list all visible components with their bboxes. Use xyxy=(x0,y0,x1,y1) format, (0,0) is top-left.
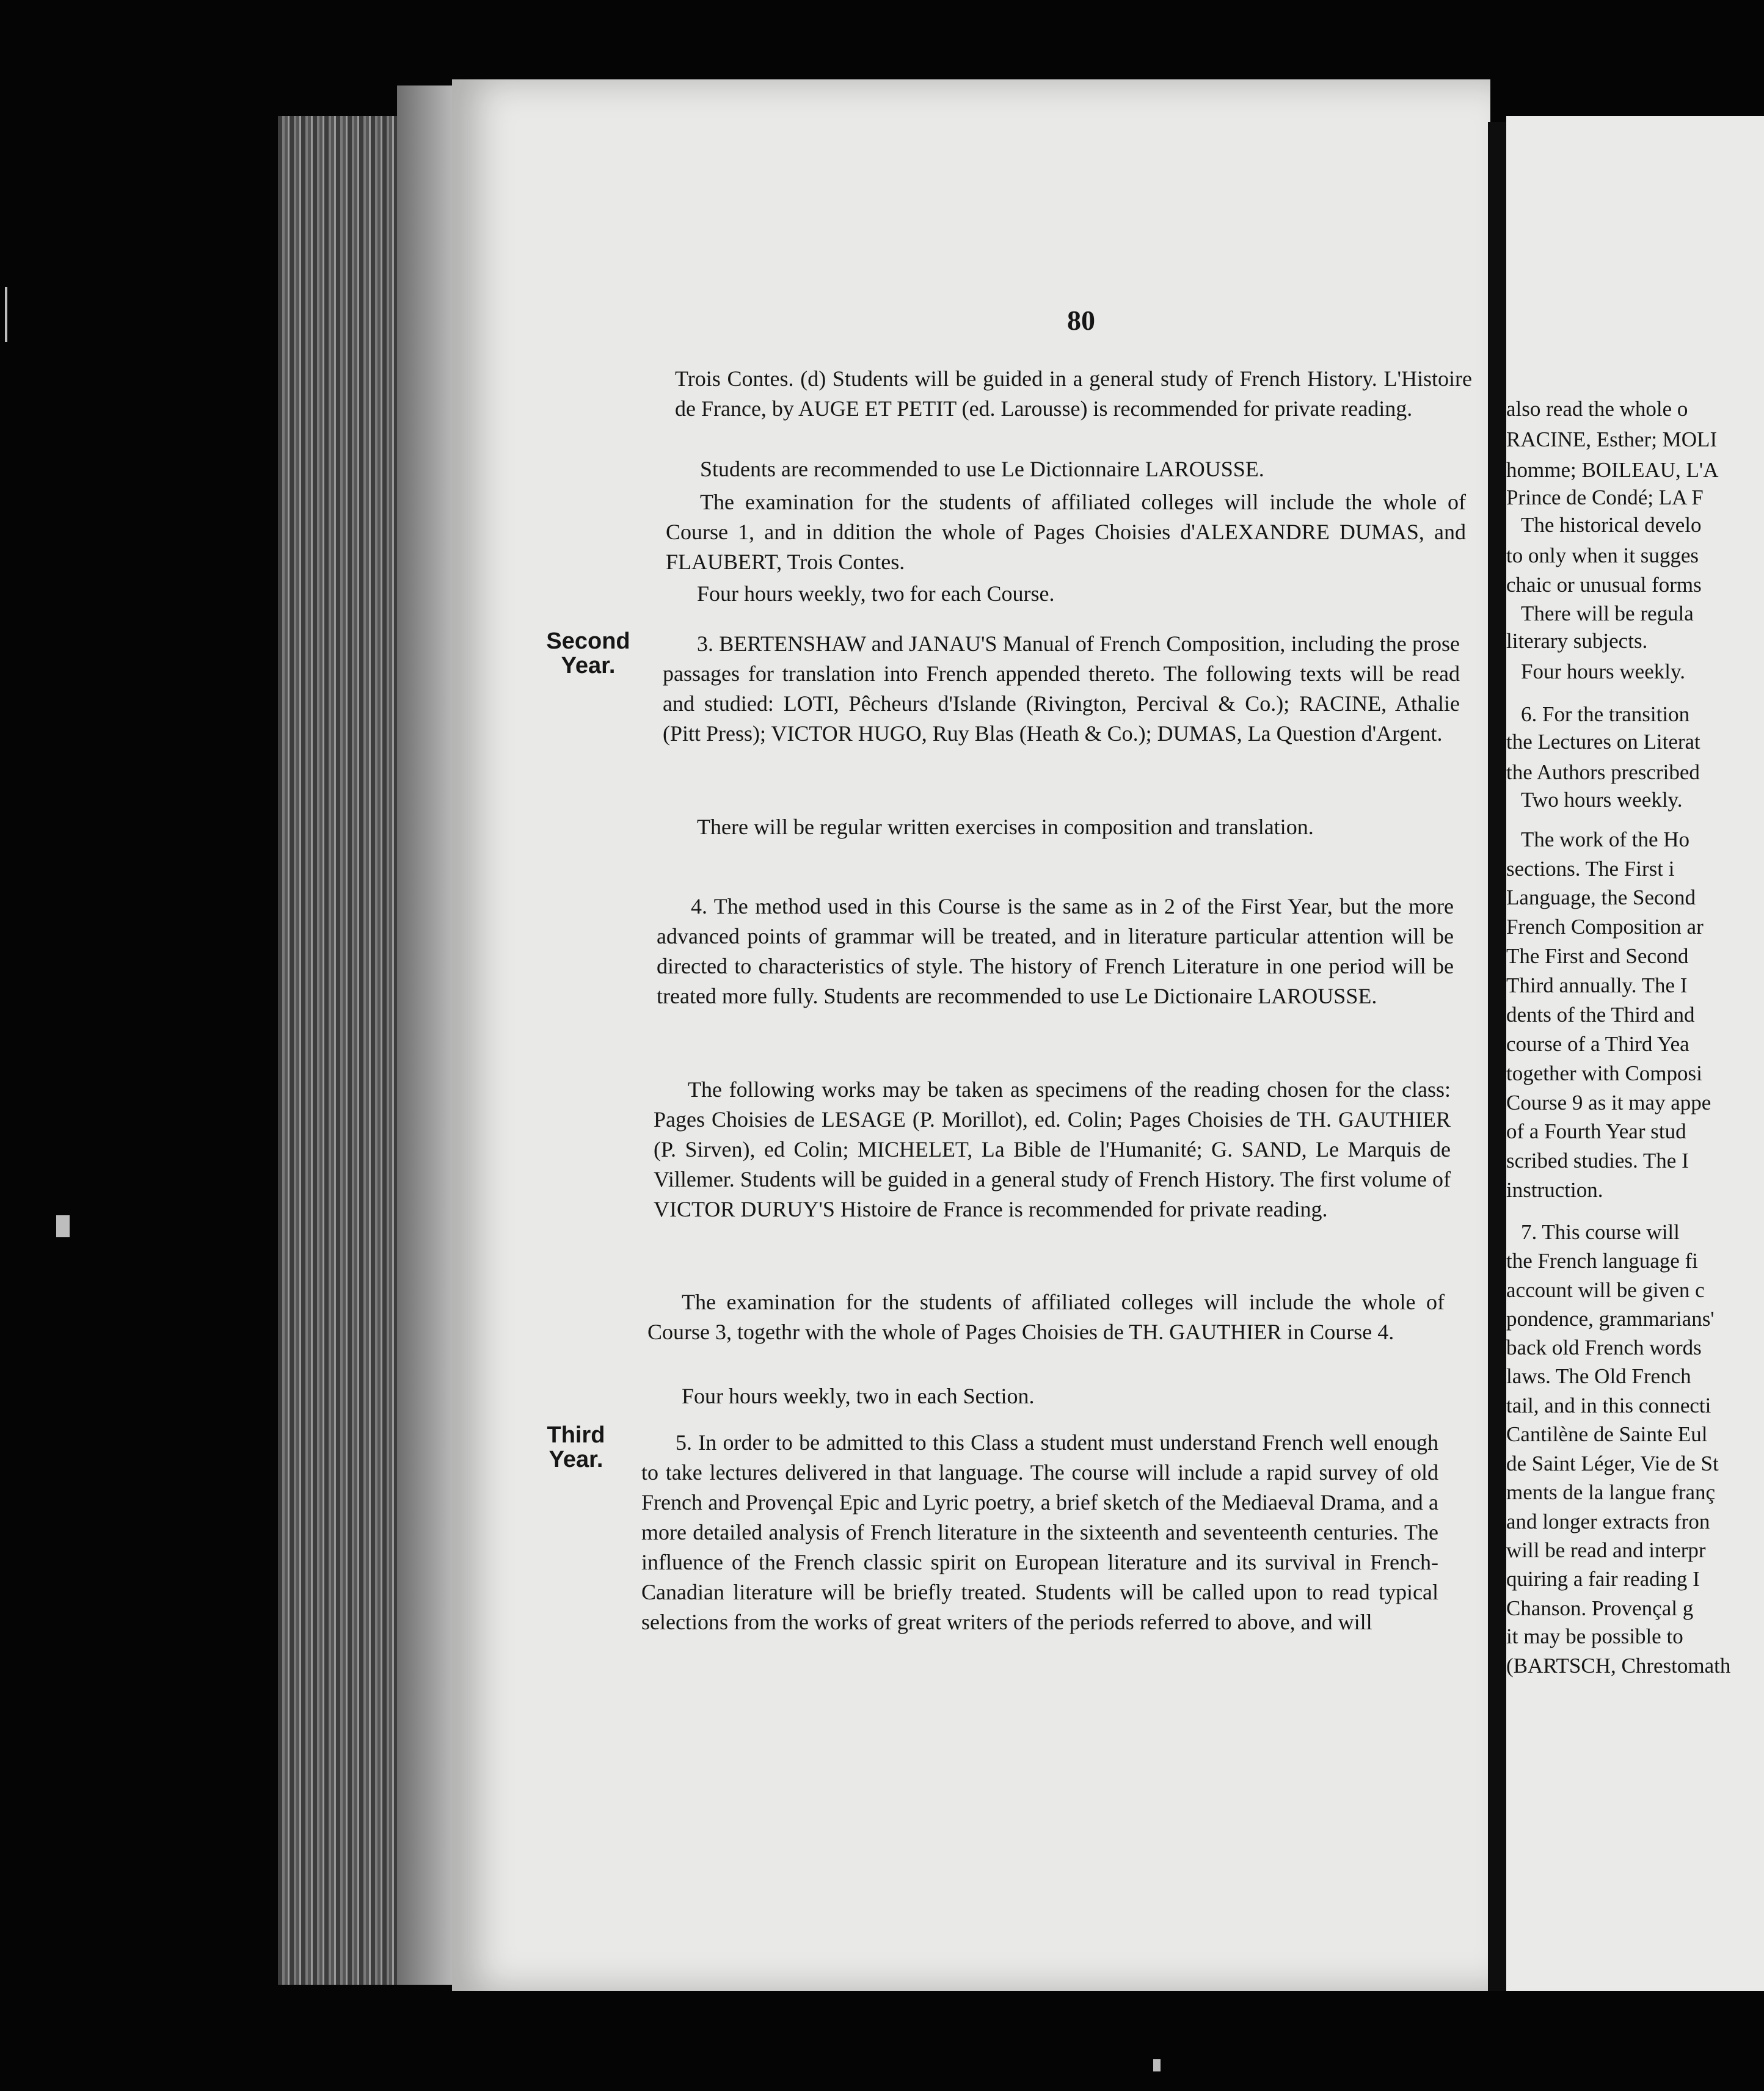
right-page-line: instruction. xyxy=(1506,1178,1603,1202)
right-page-line: The work of the Ho xyxy=(1521,827,1690,851)
right-page-line: The First and Second xyxy=(1506,944,1689,968)
right-page-line: 6. For the transition xyxy=(1521,702,1690,726)
right-page-line: Third annually. The I xyxy=(1506,973,1688,997)
right-page-line: of a Fourth Year stud xyxy=(1506,1119,1686,1143)
book-gutter xyxy=(1488,122,1506,1991)
right-page xyxy=(1506,116,1764,1991)
page-number: 80 xyxy=(1067,305,1095,336)
right-page-line: will be read and interpr xyxy=(1506,1538,1706,1562)
paragraph-examination-1: The examination for the students of affiliated colleges will include the whole of Course 1, and in ddition the whole of Pages Choisies d'ALEXANDRE DUMAS, and FLAUBERT, Trois Contes. xyxy=(666,490,1466,574)
right-page-line: French Composition ar xyxy=(1506,915,1704,939)
right-page-line: course of a Third Yea xyxy=(1506,1032,1689,1056)
right-page-line: (BARTSCH, Chrestomath xyxy=(1506,1654,1731,1678)
right-page-line: Language, the Second xyxy=(1506,885,1696,909)
right-page-line: Prince de Condé; LA F xyxy=(1506,485,1704,509)
right-page-line: homme; BOILEAU, L'A xyxy=(1506,458,1719,482)
right-page-line: RACINE, Esther; MOLI xyxy=(1506,427,1718,451)
right-page-line: and longer extracts fron xyxy=(1506,1510,1710,1533)
paragraph-dictionnaire: Students are recommended to use Le Dictionnaire LAROUSSE. xyxy=(700,457,1264,481)
margin-note-second-year xyxy=(536,629,640,678)
right-page-line: back old French words xyxy=(1506,1336,1702,1359)
right-page-line: ments de la langue franç xyxy=(1506,1480,1716,1504)
right-page-line: account will be given c xyxy=(1506,1278,1705,1302)
right-page-line: together with Composi xyxy=(1506,1061,1702,1085)
scan-speck xyxy=(56,1215,70,1237)
right-page-line: The historical develo xyxy=(1521,513,1702,537)
paragraph-examination-2: The examination for the students of affiliated colleges will include the whole of Course 3, togethr with the whole of Pages Choisies de TH. GAUTHIER in Course 4. xyxy=(647,1290,1445,1344)
right-page-line: There will be regula xyxy=(1521,602,1694,625)
right-page-line: pondence, grammarians' xyxy=(1506,1307,1715,1331)
right-page-line: literary subjects. xyxy=(1506,629,1648,653)
right-page-line: laws. The Old French xyxy=(1506,1364,1691,1388)
margin-note-line: Second xyxy=(546,628,630,654)
paragraph-trois-contes: Trois Contes. (d) Students will be guided in a general study of French History. L'Histoire de France, by AUGE ET PETIT (ed. Larousse) is recommended for private reading. xyxy=(675,366,1472,421)
margin-note-line: Year. xyxy=(561,653,616,678)
right-page-line: the French language fi xyxy=(1506,1249,1698,1273)
margin-note-line: Year. xyxy=(549,1447,603,1472)
right-page-line: chaic or unusual forms xyxy=(1506,573,1702,597)
right-page-line: dents of the Third and xyxy=(1506,1003,1695,1027)
right-page-line: Chanson. Provençal g xyxy=(1506,1596,1694,1620)
margin-note-line: Third xyxy=(547,1422,605,1448)
right-page-line: tail, and in this connecti xyxy=(1506,1394,1711,1417)
scan-speck xyxy=(5,287,7,342)
paragraph-course-5: 5. In order to be admitted to this Class a student must understand French well enough to take lectures delivered in that language. The course will include a rapid survey of old French and Provençal Epic and Lyric poetry, a brief sketch of the Mediaeval Drama, and a more detailed analysis of French literature in the sixteenth and seventeenth centuries. The influence of the French classic spirit on European literature and its survival in French-Canadian literature will be briefly treated. Students will be called upon to read typical selections from the works of great writers of the periods referred to above, and will xyxy=(641,1430,1438,1634)
right-page-line: scribed studies. The I xyxy=(1506,1149,1689,1173)
paragraph-course-4: 4. The method used in this Course is the same as in 2 of the First Year, but the more advanced points of grammar will be treated, and in literature particular attention will be directed to characteristics of style. The history of French Literature in one period will be treated more fully. Students are recommended to use Le Dictionaire LAROUSSE. xyxy=(657,894,1454,1008)
right-page-line: quiring a fair reading I xyxy=(1506,1567,1700,1591)
right-page-line: the Authors prescribed xyxy=(1506,760,1700,784)
right-page-line: to only when it sugges xyxy=(1506,544,1699,567)
right-page-line: Four hours weekly. xyxy=(1521,660,1685,683)
right-page-line: Two hours weekly. xyxy=(1521,788,1683,812)
right-page-line: also read the whole o xyxy=(1506,397,1688,421)
right-page-line: 7. This course will xyxy=(1521,1220,1680,1244)
right-page-line: sections. The First i xyxy=(1506,857,1675,881)
right-page-line: Course 9 as it may appe xyxy=(1506,1091,1711,1115)
margin-note-third-year xyxy=(524,1423,628,1472)
right-page-line: the Lectures on Literat xyxy=(1506,730,1700,754)
right-page-line: Cantilène de Sainte Eul xyxy=(1506,1422,1708,1446)
paragraph-hours-1: Four hours weekly, two for each Course. xyxy=(697,581,1055,606)
right-page-line: it may be possible to xyxy=(1506,1624,1683,1648)
right-page-line: de Saint Léger, Vie de St xyxy=(1506,1452,1719,1475)
paragraph-reading-specimens: The following works may be taken as specimens of the reading chosen for the class: Pages Choisies de LESAGE (P. Morillot), ed. Colin; Pages Choisies de TH. GAUTHIER (P. Sirven), ed Colin; MICHELET, La Bible de l'Humanité; G. SAND, Le Marquis de Villemer. Students will be guided in a general study of French History. The first volume of VICTOR DURUY'S Histoire de France is recommended for private reading. xyxy=(654,1077,1451,1221)
paragraph-written-exercises: There will be regular written exercises in composition and translation. xyxy=(697,815,1314,839)
scan-speck xyxy=(1153,2059,1161,2071)
paragraph-course-3: 3. BERTENSHAW and JANAU'S Manual of French Composition, including the prose passages for translation into French appended thereto. The following texts will be read and studied: LOTI, Pêcheurs d'Islande (Rivington, Percival & Co.); RACINE, Athalie (Pitt Press); VICTOR HUGO, Ruy Blas (Heath & Co.); DUMAS, La Question d'Argent. xyxy=(663,631,1460,746)
paragraph-hours-2: Four hours weekly, two in each Section. xyxy=(682,1384,1035,1408)
